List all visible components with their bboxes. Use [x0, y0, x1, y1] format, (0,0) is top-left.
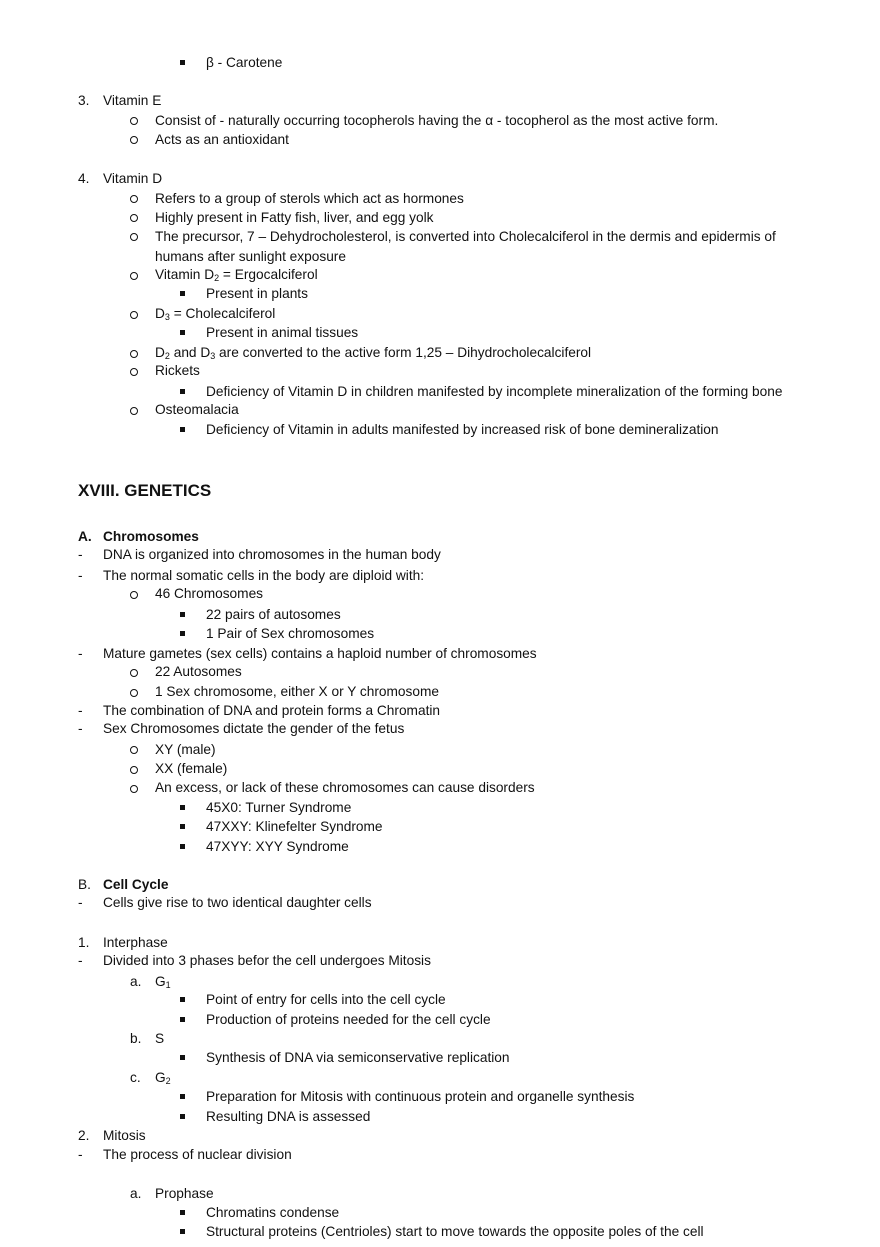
- vitamin-d-conversion: $D_2$ and $D_3$ are converted to the active form 1,25 – Dihydrocholecalciferol: [155, 345, 592, 361]
- phase-sub-item: Preparation for Mitosis with continuous protein and organelle synthesis: [206, 1089, 635, 1104]
- mitosis-line: The process of nuclear division: [103, 1147, 292, 1162]
- square-bullet-icon: [180, 997, 185, 1002]
- circle-bullet-icon: [130, 272, 138, 280]
- circle-bullet-icon: [130, 311, 138, 319]
- subsection-label: A.: [78, 529, 92, 544]
- dash-bullet: -: [78, 1147, 83, 1162]
- phase-sub-item: Production of proteins needed for the cell cycle: [206, 1012, 491, 1027]
- circle-bullet-icon: [130, 117, 138, 125]
- chromosome-item: An excess, or lack of these chromosomes can cause disorders: [155, 780, 535, 795]
- circle-bullet-icon: [130, 350, 138, 358]
- square-bullet-icon: [180, 824, 185, 829]
- beta-carotene-text: β - Carotene: [206, 55, 283, 70]
- dash-bullet: -: [78, 721, 83, 736]
- circle-bullet-icon: [130, 407, 138, 415]
- square-bullet-icon: [180, 805, 185, 810]
- square-bullet-icon: [180, 1114, 185, 1119]
- mitosis-title: Mitosis: [103, 1128, 146, 1143]
- circle-bullet-icon: [130, 669, 138, 677]
- circle-bullet-icon: [130, 233, 138, 241]
- circle-bullet-icon: [130, 689, 138, 697]
- chromosome-item: XY (male): [155, 742, 216, 757]
- chromosome-sub-item: 47XXY: Klinefelter Syndrome: [206, 819, 383, 834]
- chromosome-line: Mature gametes (sex cells) contains a haploid number of chromosomes: [103, 646, 537, 661]
- vitamin-d3-item: $D_3$ = Cholecalciferol: [155, 306, 276, 322]
- chromosome-sub-item: 1 Pair of Sex chromosomes: [206, 626, 375, 641]
- dash-bullet: -: [78, 646, 83, 661]
- chromosome-item: 46 Chromosomes: [155, 586, 264, 601]
- vitamin-d-item: The precursor, 7 – Dehydrocholesterol, is converted into Cholecalciferol in the dermis and epidermis of: [155, 229, 776, 244]
- subsection-title: Chromosomes: [103, 529, 199, 544]
- chromosome-line: DNA is organized into chromosomes in the human body: [103, 547, 441, 562]
- chromosome-sub-item: 47XYY: XYY Syndrome: [206, 839, 349, 854]
- subsection-label: B.: [78, 877, 91, 892]
- phase-label: c.: [130, 1070, 141, 1085]
- dash-bullet: -: [78, 953, 83, 968]
- circle-bullet-icon: [130, 214, 138, 222]
- square-bullet-icon: [180, 60, 185, 65]
- square-bullet-icon: [180, 1210, 185, 1215]
- phase-label: a.: [130, 974, 142, 989]
- circle-bullet-icon: [130, 136, 138, 144]
- square-bullet-icon: [180, 330, 185, 335]
- dash-bullet: -: [78, 895, 83, 910]
- list-number: 4.: [78, 171, 90, 186]
- vitamin-d-item: Highly present in Fatty fish, liver, and egg yolk: [155, 210, 434, 225]
- vitamin-d-item: Refers to a group of sterols which act as hormones: [155, 191, 464, 206]
- vitamin-d-title: Vitamin D: [103, 171, 163, 186]
- phase-title: $G_1$: [155, 974, 171, 990]
- phase-title: $G_2$: [155, 1070, 171, 1086]
- vitamin-d3-sub-item: Present in animal tissues: [206, 325, 359, 340]
- rickets-item: Rickets: [155, 363, 200, 378]
- phase-sub-item: Resulting DNA is assessed: [206, 1109, 371, 1124]
- square-bullet-icon: [180, 1017, 185, 1022]
- square-bullet-icon: [180, 844, 185, 849]
- prophase-title: Prophase: [155, 1186, 214, 1201]
- dash-bullet: -: [78, 568, 83, 583]
- chromosome-item: 1 Sex chromosome, either X or Y chromosome: [155, 684, 440, 699]
- phase-title: S: [155, 1031, 165, 1046]
- phase-sub-item: Point of entry for cells into the cell cycle: [206, 992, 446, 1007]
- rickets-sub-item: Deficiency of Vitamin D in children manifested by incomplete mineralization of the forming bone: [206, 384, 783, 399]
- vitamin-e-title: Vitamin E: [103, 93, 162, 108]
- square-bullet-icon: [180, 427, 185, 432]
- prophase-sub-item: Chromatins condense: [206, 1205, 340, 1220]
- phase-sub-item: Synthesis of DNA via semiconservative replication: [206, 1050, 510, 1065]
- square-bullet-icon: [180, 1094, 185, 1099]
- subsection-title: Cell Cycle: [103, 877, 169, 892]
- list-number: 2.: [78, 1128, 90, 1143]
- osteomalacia-item: Osteomalacia: [155, 402, 239, 417]
- chromosome-line: The combination of DNA and protein forms a Chromatin: [103, 703, 441, 718]
- square-bullet-icon: [180, 1229, 185, 1234]
- chromosome-sub-item: 22 pairs of autosomes: [206, 607, 341, 622]
- section-heading: XVIII. GENETICS: [78, 481, 212, 500]
- circle-bullet-icon: [130, 195, 138, 203]
- circle-bullet-icon: [130, 785, 138, 793]
- interphase-title: Interphase: [103, 935, 168, 950]
- phase-label: a.: [130, 1186, 142, 1201]
- vitamin-d2-sub-item: Present in plants: [206, 286, 308, 301]
- cell-cycle-line: Cells give rise to two identical daughter cells: [103, 895, 372, 910]
- circle-bullet-icon: [130, 746, 138, 754]
- square-bullet-icon: [180, 291, 185, 296]
- vitamin-d2-item: Vitamin $D_2$ = Ergocalciferol: [155, 267, 318, 283]
- vitamin-e-item: Consist of - naturally occurring tocopherols having the α - tocopherol as the most active form.: [155, 113, 719, 128]
- square-bullet-icon: [180, 631, 185, 636]
- osteomalacia-sub-item: Deficiency of Vitamin in adults manifested by increased risk of bone demineralization: [206, 422, 719, 437]
- dash-bullet: -: [78, 547, 83, 562]
- vitamin-d-item-cont: humans after sunlight exposure: [155, 249, 346, 264]
- interphase-line: Divided into 3 phases befor the cell undergoes Mitosis: [103, 953, 431, 968]
- circle-bullet-icon: [130, 591, 138, 599]
- circle-bullet-icon: [130, 766, 138, 774]
- vitamin-e-item: Acts as an antioxidant: [155, 132, 289, 147]
- prophase-sub-item: Structural proteins (Centrioles) start to move towards the opposite poles of the cell: [206, 1224, 704, 1239]
- circle-bullet-icon: [130, 368, 138, 376]
- square-bullet-icon: [180, 1055, 185, 1060]
- chromosome-line: Sex Chromosomes dictate the gender of the fetus: [103, 721, 405, 736]
- square-bullet-icon: [180, 612, 185, 617]
- phase-label: b.: [130, 1031, 142, 1046]
- chromosome-item: 22 Autosomes: [155, 664, 242, 679]
- list-number: 3.: [78, 93, 90, 108]
- chromosome-sub-item: 45X0: Turner Syndrome: [206, 800, 352, 815]
- square-bullet-icon: [180, 389, 185, 394]
- chromosome-item: XX (female): [155, 761, 228, 776]
- chromosome-line: The normal somatic cells in the body are diploid with:: [103, 568, 425, 583]
- dash-bullet: -: [78, 703, 83, 718]
- list-number: 1.: [78, 935, 90, 950]
